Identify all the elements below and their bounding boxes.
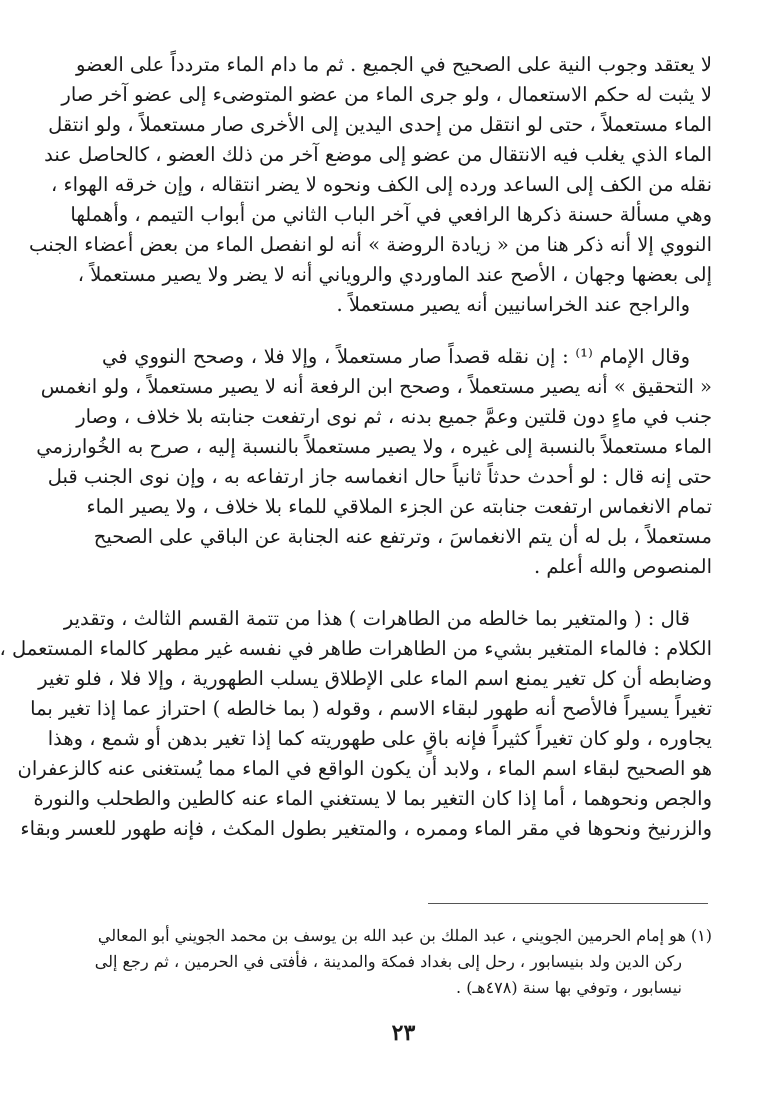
text-line: لا يثبت له حكم الاستعمال ، ولو جرى الماء من عضو المتوضىء إلى عضو آخر صار: [61, 83, 712, 106]
paragraph-spacer: [102, 582, 712, 604]
text-line: يجاوره ، ولو كان تغيراً كثيراً فإنه باقٍ على طهوريته كما إذا تغير بدهن أو شمع ، وهذا: [47, 727, 712, 750]
text-line: والراجح عند الخراسانيين أنه يصير مستعملاً .: [336, 293, 690, 316]
text-line: المنصوص والله أعلم .: [533, 555, 712, 578]
text-line: النووي إلا أنه ذكر هنا من « زيادة الروضة » أنه لو انفصل الماء من بعض أعضاء الجنب: [29, 233, 712, 256]
text-line: مستعملاً ، بل له أن يتم الانغماسَ ، وترتفع عنه الجنابة عن الباقي على الصحيح: [93, 525, 712, 548]
text-line: نقله من الكف إلى الساعد ورده إلى الكف ونحوه لا يضر انتقاله ، وإن خرقه الهواء ،: [50, 173, 712, 196]
paragraph-2: [36, 342, 712, 582]
text-line: والزرنيخ ونحوها في مقر الماء وممره ، والمتغير بطول المكث ، فإنه طهور للعسر وبقاء: [20, 817, 712, 840]
footnote-line: ركن الدين ولد بنيسابور ، رحل إلى بغداد فمكة والمدينة ، فأفتى في الحرمين ، ثم رجع إلى: [94, 952, 682, 971]
text-line: هو الصحيح لبقاء اسم الماء ، ولابد أن يكون الواقع في الماء مما يُستغنى عنه كالزعفران: [17, 757, 712, 780]
main-text: [0, 50, 712, 844]
text-line: وهي مسألة حسنة ذكرها الرافعي في آخر الباب الثاني من أبواب التيمم ، وأهملها: [70, 203, 712, 226]
text-line: والجص ونحوهما ، أما إذا كان التغير بما لا يستغني الماء عنه كالطين والطحلب والنورة: [33, 787, 712, 810]
footnote-line: (١) هو إمام الحرمين الجويني ، عبد الملك بن عبد الله بن يوسف بن محمد الجويني أبو المعالي: [97, 926, 712, 945]
text-line: حتى إنه قال : لو أحدث حدثاً ثانياً حال انغماسه جاز ارتفاعه به ، وإن نوى الجنب قبل: [47, 465, 712, 488]
text-line: لا يعتقد وجوب النية على الصحيح في الجميع . ثم ما دام الماء متردداً على العضو: [75, 53, 712, 76]
text-line: الماء الذي يغلب فيه الانتقال من عضو إلى موضع آخر من ذلك العضو ، كالحاصل عند: [44, 143, 712, 166]
text-line: قال : ( والمتغير بما خالطه من الطاهرات ) هذا من تتمة القسم الثالث ، وتقدير: [63, 607, 690, 630]
text-line: وقال الإمام ⁽¹⁾ : إن نقله قصداً صار مستعملاً ، وإلا فلا ، وصحح النووي في: [102, 345, 690, 368]
text-line: جنب في ماءٍ دون قلتين وعمَّ جميع بدنه ، ثم نوى ارتفعت جنابته بلا خلاف ، وصار: [76, 405, 712, 428]
footnotes: [94, 923, 712, 1001]
text-line: تمام الانغماس ارتفعت جنابته عن الجزء الملاقي للماء بلا خلاف ، ولا يصير الماء: [86, 495, 712, 518]
paragraph-1: [29, 50, 712, 320]
text-line: الماء مستعملاً بالنسبة إلى غيره ، ولا يصير مستعملاً بالنسبة إليه ، صرح به الخُوارزمي: [36, 435, 712, 458]
paragraph-3: [0, 604, 712, 844]
page-number: ٢٣: [391, 1020, 416, 1046]
text-line: إلى بعضها وجهان ، الأصح عند الماوردي والروياني أنه لا يضر ولا يصير مستعملاً ،: [77, 263, 712, 286]
text-line: « التحقيق » أنه يصير مستعملاً ، وصحح ابن الرفعة أنه لا يصير مستعملاً ، ولو انغمس: [40, 375, 712, 398]
footnote-line: نيسابور ، وتوفي بها سنة (٤٧٨هـ) .: [456, 978, 682, 997]
text-line: تغيراً يسيراً فالأصح أنه طهور لبقاء الاسم ، وقوله ( بما خالطه ) احتراز عما إذا تغير بما: [30, 697, 712, 720]
text-line: وضابطه أن كل تغير يمنع اسم الماء على الإطلاق يسلب الطهورية ، وإلا فلا ، فلو تغير: [38, 667, 712, 690]
footnote-divider: [428, 903, 708, 904]
text-line: الماء مستعملاً ، حتى لو انتقل من إحدى اليدين إلى الأخرى صار مستعملاً ، ولو انتقل: [48, 113, 712, 136]
text-line: الكلام : فالماء المتغير بشيء من الطاهرات طاهر في نفسه غير مطهر كالماء المستعمل ،: [0, 637, 712, 660]
paragraph-spacer: [102, 320, 712, 342]
